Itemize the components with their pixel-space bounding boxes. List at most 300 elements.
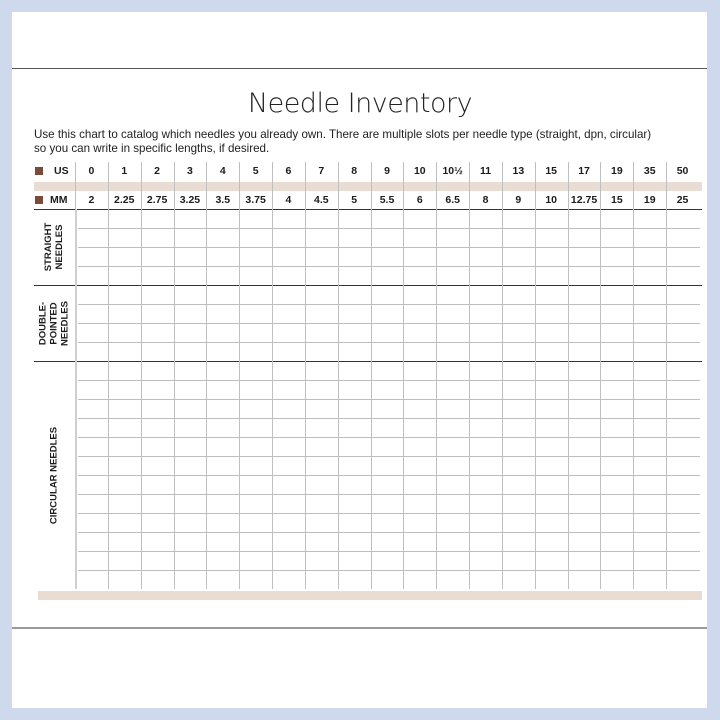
- inventory-cell-dpn[interactable]: [372, 324, 404, 342]
- inventory-cell-dpn[interactable]: [109, 286, 141, 304]
- inventory-cell-circular[interactable]: [207, 552, 239, 570]
- inventory-cell-straight[interactable]: [175, 229, 207, 247]
- inventory-cell-circular[interactable]: [470, 362, 502, 380]
- inventory-cell-dpn[interactable]: [207, 286, 239, 304]
- inventory-cell-circular[interactable]: [503, 476, 535, 494]
- inventory-cell-circular[interactable]: [306, 381, 338, 399]
- inventory-cell-circular[interactable]: [372, 419, 404, 437]
- inventory-cell-circular[interactable]: [437, 533, 469, 551]
- inventory-cell-circular[interactable]: [76, 381, 108, 399]
- inventory-cell-circular[interactable]: [339, 571, 371, 589]
- inventory-cell-dpn[interactable]: [634, 324, 666, 342]
- inventory-cell-dpn[interactable]: [76, 305, 108, 323]
- inventory-cell-circular[interactable]: [536, 438, 568, 456]
- inventory-cell-circular[interactable]: [634, 533, 666, 551]
- inventory-cell-straight[interactable]: [240, 210, 272, 228]
- inventory-cell-circular[interactable]: [339, 381, 371, 399]
- inventory-cell-dpn[interactable]: [207, 343, 239, 361]
- inventory-cell-circular[interactable]: [536, 495, 568, 513]
- inventory-cell-circular[interactable]: [404, 533, 436, 551]
- inventory-cell-circular[interactable]: [372, 457, 404, 475]
- inventory-cell-dpn[interactable]: [306, 324, 338, 342]
- inventory-cell-dpn[interactable]: [273, 286, 305, 304]
- inventory-cell-circular[interactable]: [569, 552, 601, 570]
- inventory-cell-straight[interactable]: [207, 248, 239, 266]
- inventory-cell-dpn[interactable]: [240, 286, 272, 304]
- inventory-cell-straight[interactable]: [372, 210, 404, 228]
- inventory-cell-circular[interactable]: [306, 400, 338, 418]
- inventory-cell-circular[interactable]: [569, 476, 601, 494]
- inventory-cell-circular[interactable]: [372, 514, 404, 532]
- inventory-cell-dpn[interactable]: [76, 324, 108, 342]
- inventory-cell-circular[interactable]: [142, 476, 174, 494]
- inventory-cell-circular[interactable]: [76, 362, 108, 380]
- inventory-cell-dpn[interactable]: [339, 343, 371, 361]
- inventory-cell-circular[interactable]: [536, 362, 568, 380]
- inventory-cell-circular[interactable]: [503, 514, 535, 532]
- inventory-cell-circular[interactable]: [404, 552, 436, 570]
- inventory-cell-circular[interactable]: [109, 476, 141, 494]
- inventory-cell-circular[interactable]: [175, 400, 207, 418]
- inventory-cell-circular[interactable]: [503, 571, 535, 589]
- inventory-cell-dpn[interactable]: [470, 286, 502, 304]
- inventory-cell-circular[interactable]: [536, 571, 568, 589]
- inventory-cell-circular[interactable]: [306, 476, 338, 494]
- inventory-cell-circular[interactable]: [404, 438, 436, 456]
- inventory-cell-circular[interactable]: [273, 381, 305, 399]
- inventory-cell-straight[interactable]: [339, 229, 371, 247]
- inventory-cell-dpn[interactable]: [240, 324, 272, 342]
- inventory-cell-straight[interactable]: [503, 210, 535, 228]
- inventory-cell-circular[interactable]: [667, 438, 699, 456]
- inventory-cell-straight[interactable]: [142, 210, 174, 228]
- inventory-cell-dpn[interactable]: [273, 324, 305, 342]
- inventory-cell-straight[interactable]: [372, 229, 404, 247]
- inventory-cell-dpn[interactable]: [437, 286, 469, 304]
- inventory-cell-circular[interactable]: [207, 571, 239, 589]
- inventory-cell-circular[interactable]: [372, 476, 404, 494]
- inventory-cell-circular[interactable]: [404, 514, 436, 532]
- inventory-cell-straight[interactable]: [536, 229, 568, 247]
- inventory-cell-circular[interactable]: [601, 438, 633, 456]
- inventory-cell-circular[interactable]: [109, 514, 141, 532]
- inventory-cell-circular[interactable]: [404, 571, 436, 589]
- inventory-cell-circular[interactable]: [503, 400, 535, 418]
- inventory-cell-circular[interactable]: [76, 571, 108, 589]
- inventory-cell-circular[interactable]: [175, 571, 207, 589]
- inventory-cell-dpn[interactable]: [470, 305, 502, 323]
- inventory-cell-dpn[interactable]: [437, 305, 469, 323]
- inventory-cell-circular[interactable]: [339, 400, 371, 418]
- inventory-cell-straight[interactable]: [273, 267, 305, 285]
- inventory-cell-straight[interactable]: [569, 210, 601, 228]
- inventory-cell-dpn[interactable]: [569, 305, 601, 323]
- inventory-cell-straight[interactable]: [76, 229, 108, 247]
- inventory-cell-straight[interactable]: [536, 248, 568, 266]
- inventory-cell-circular[interactable]: [470, 495, 502, 513]
- inventory-cell-circular[interactable]: [76, 457, 108, 475]
- inventory-cell-straight[interactable]: [601, 229, 633, 247]
- inventory-cell-circular[interactable]: [601, 514, 633, 532]
- inventory-cell-circular[interactable]: [207, 495, 239, 513]
- inventory-cell-dpn[interactable]: [503, 343, 535, 361]
- inventory-cell-circular[interactable]: [240, 514, 272, 532]
- inventory-cell-circular[interactable]: [569, 400, 601, 418]
- inventory-cell-straight[interactable]: [175, 248, 207, 266]
- inventory-cell-straight[interactable]: [601, 210, 633, 228]
- inventory-cell-straight[interactable]: [339, 248, 371, 266]
- inventory-cell-circular[interactable]: [372, 571, 404, 589]
- inventory-cell-dpn[interactable]: [142, 343, 174, 361]
- inventory-cell-dpn[interactable]: [339, 305, 371, 323]
- inventory-cell-circular[interactable]: [601, 495, 633, 513]
- inventory-cell-circular[interactable]: [536, 552, 568, 570]
- inventory-cell-straight[interactable]: [273, 248, 305, 266]
- inventory-cell-circular[interactable]: [404, 381, 436, 399]
- inventory-cell-circular[interactable]: [372, 552, 404, 570]
- inventory-cell-straight[interactable]: [240, 229, 272, 247]
- inventory-cell-circular[interactable]: [601, 381, 633, 399]
- inventory-cell-circular[interactable]: [76, 552, 108, 570]
- inventory-cell-circular[interactable]: [569, 438, 601, 456]
- inventory-cell-circular[interactable]: [175, 457, 207, 475]
- inventory-cell-circular[interactable]: [667, 476, 699, 494]
- inventory-cell-circular[interactable]: [601, 476, 633, 494]
- inventory-cell-circular[interactable]: [240, 533, 272, 551]
- inventory-cell-circular[interactable]: [207, 457, 239, 475]
- inventory-cell-circular[interactable]: [601, 552, 633, 570]
- inventory-cell-dpn[interactable]: [306, 286, 338, 304]
- inventory-cell-circular[interactable]: [437, 514, 469, 532]
- inventory-cell-straight[interactable]: [667, 267, 699, 285]
- inventory-cell-dpn[interactable]: [175, 324, 207, 342]
- inventory-cell-straight[interactable]: [437, 248, 469, 266]
- inventory-cell-circular[interactable]: [339, 362, 371, 380]
- inventory-cell-dpn[interactable]: [175, 343, 207, 361]
- inventory-cell-circular[interactable]: [142, 495, 174, 513]
- inventory-cell-circular[interactable]: [306, 514, 338, 532]
- inventory-cell-straight[interactable]: [372, 267, 404, 285]
- inventory-cell-circular[interactable]: [437, 476, 469, 494]
- inventory-cell-circular[interactable]: [240, 457, 272, 475]
- inventory-cell-dpn[interactable]: [372, 286, 404, 304]
- inventory-cell-circular[interactable]: [372, 495, 404, 513]
- inventory-cell-dpn[interactable]: [601, 343, 633, 361]
- inventory-cell-straight[interactable]: [306, 229, 338, 247]
- inventory-cell-dpn[interactable]: [175, 286, 207, 304]
- inventory-cell-dpn[interactable]: [372, 343, 404, 361]
- inventory-cell-straight[interactable]: [76, 267, 108, 285]
- inventory-cell-circular[interactable]: [207, 438, 239, 456]
- inventory-cell-circular[interactable]: [470, 514, 502, 532]
- inventory-cell-circular[interactable]: [470, 438, 502, 456]
- inventory-cell-circular[interactable]: [437, 438, 469, 456]
- inventory-cell-dpn[interactable]: [339, 324, 371, 342]
- inventory-cell-dpn[interactable]: [569, 286, 601, 304]
- inventory-cell-straight[interactable]: [273, 210, 305, 228]
- inventory-cell-circular[interactable]: [109, 381, 141, 399]
- inventory-cell-circular[interactable]: [273, 438, 305, 456]
- inventory-cell-dpn[interactable]: [273, 343, 305, 361]
- inventory-cell-straight[interactable]: [339, 210, 371, 228]
- inventory-cell-dpn[interactable]: [667, 305, 699, 323]
- inventory-cell-circular[interactable]: [175, 495, 207, 513]
- inventory-cell-circular[interactable]: [339, 533, 371, 551]
- inventory-cell-circular[interactable]: [306, 533, 338, 551]
- inventory-cell-circular[interactable]: [569, 362, 601, 380]
- inventory-cell-circular[interactable]: [470, 400, 502, 418]
- inventory-cell-straight[interactable]: [175, 267, 207, 285]
- inventory-cell-circular[interactable]: [404, 457, 436, 475]
- inventory-cell-circular[interactable]: [667, 495, 699, 513]
- inventory-cell-circular[interactable]: [470, 476, 502, 494]
- inventory-cell-circular[interactable]: [240, 400, 272, 418]
- inventory-cell-circular[interactable]: [667, 533, 699, 551]
- inventory-cell-circular[interactable]: [76, 514, 108, 532]
- inventory-cell-circular[interactable]: [634, 495, 666, 513]
- inventory-cell-circular[interactable]: [601, 419, 633, 437]
- inventory-cell-straight[interactable]: [569, 267, 601, 285]
- inventory-cell-circular[interactable]: [634, 476, 666, 494]
- inventory-cell-circular[interactable]: [536, 381, 568, 399]
- inventory-cell-straight[interactable]: [109, 210, 141, 228]
- inventory-cell-circular[interactable]: [634, 381, 666, 399]
- inventory-cell-straight[interactable]: [634, 229, 666, 247]
- inventory-cell-circular[interactable]: [109, 419, 141, 437]
- inventory-cell-circular[interactable]: [634, 457, 666, 475]
- inventory-cell-straight[interactable]: [372, 248, 404, 266]
- inventory-cell-dpn[interactable]: [601, 324, 633, 342]
- inventory-cell-circular[interactable]: [273, 552, 305, 570]
- inventory-cell-circular[interactable]: [470, 552, 502, 570]
- inventory-cell-straight[interactable]: [470, 267, 502, 285]
- inventory-cell-straight[interactable]: [536, 267, 568, 285]
- inventory-cell-circular[interactable]: [273, 495, 305, 513]
- inventory-cell-circular[interactable]: [306, 552, 338, 570]
- inventory-cell-straight[interactable]: [207, 267, 239, 285]
- inventory-cell-dpn[interactable]: [569, 324, 601, 342]
- inventory-cell-straight[interactable]: [306, 248, 338, 266]
- inventory-cell-circular[interactable]: [109, 552, 141, 570]
- inventory-cell-circular[interactable]: [569, 457, 601, 475]
- inventory-cell-circular[interactable]: [109, 571, 141, 589]
- inventory-cell-circular[interactable]: [569, 533, 601, 551]
- inventory-cell-straight[interactable]: [339, 267, 371, 285]
- inventory-cell-circular[interactable]: [175, 362, 207, 380]
- inventory-cell-circular[interactable]: [601, 362, 633, 380]
- inventory-cell-circular[interactable]: [404, 476, 436, 494]
- inventory-cell-circular[interactable]: [207, 533, 239, 551]
- inventory-cell-dpn[interactable]: [240, 343, 272, 361]
- inventory-cell-straight[interactable]: [470, 248, 502, 266]
- inventory-cell-straight[interactable]: [306, 210, 338, 228]
- inventory-cell-straight[interactable]: [601, 248, 633, 266]
- inventory-cell-circular[interactable]: [76, 400, 108, 418]
- inventory-cell-circular[interactable]: [601, 400, 633, 418]
- inventory-cell-circular[interactable]: [142, 438, 174, 456]
- inventory-cell-circular[interactable]: [372, 381, 404, 399]
- inventory-cell-dpn[interactable]: [306, 305, 338, 323]
- inventory-cell-circular[interactable]: [175, 533, 207, 551]
- inventory-cell-circular[interactable]: [109, 533, 141, 551]
- inventory-cell-straight[interactable]: [503, 267, 535, 285]
- inventory-cell-circular[interactable]: [667, 457, 699, 475]
- inventory-cell-circular[interactable]: [175, 552, 207, 570]
- inventory-cell-dpn[interactable]: [536, 343, 568, 361]
- inventory-cell-circular[interactable]: [175, 514, 207, 532]
- inventory-cell-circular[interactable]: [207, 514, 239, 532]
- inventory-cell-straight[interactable]: [634, 267, 666, 285]
- inventory-cell-dpn[interactable]: [601, 286, 633, 304]
- inventory-cell-circular[interactable]: [372, 438, 404, 456]
- inventory-cell-dpn[interactable]: [536, 305, 568, 323]
- inventory-cell-straight[interactable]: [470, 210, 502, 228]
- inventory-cell-dpn[interactable]: [372, 305, 404, 323]
- inventory-cell-circular[interactable]: [273, 476, 305, 494]
- inventory-cell-straight[interactable]: [207, 229, 239, 247]
- inventory-cell-dpn[interactable]: [109, 305, 141, 323]
- inventory-cell-dpn[interactable]: [667, 324, 699, 342]
- inventory-cell-dpn[interactable]: [437, 324, 469, 342]
- inventory-cell-circular[interactable]: [273, 571, 305, 589]
- inventory-cell-dpn[interactable]: [142, 324, 174, 342]
- inventory-cell-dpn[interactable]: [207, 324, 239, 342]
- inventory-cell-dpn[interactable]: [634, 286, 666, 304]
- inventory-cell-straight[interactable]: [667, 210, 699, 228]
- inventory-cell-circular[interactable]: [437, 419, 469, 437]
- inventory-cell-dpn[interactable]: [470, 343, 502, 361]
- inventory-cell-circular[interactable]: [339, 438, 371, 456]
- inventory-cell-dpn[interactable]: [207, 305, 239, 323]
- inventory-cell-circular[interactable]: [339, 476, 371, 494]
- inventory-cell-straight[interactable]: [404, 267, 436, 285]
- inventory-cell-circular[interactable]: [142, 400, 174, 418]
- inventory-cell-circular[interactable]: [76, 495, 108, 513]
- inventory-cell-circular[interactable]: [306, 362, 338, 380]
- inventory-cell-circular[interactable]: [142, 457, 174, 475]
- inventory-cell-dpn[interactable]: [109, 324, 141, 342]
- inventory-cell-circular[interactable]: [76, 419, 108, 437]
- inventory-cell-straight[interactable]: [634, 210, 666, 228]
- inventory-cell-dpn[interactable]: [667, 343, 699, 361]
- inventory-cell-circular[interactable]: [569, 571, 601, 589]
- inventory-cell-circular[interactable]: [470, 381, 502, 399]
- inventory-cell-dpn[interactable]: [76, 343, 108, 361]
- inventory-cell-circular[interactable]: [240, 381, 272, 399]
- inventory-cell-dpn[interactable]: [109, 343, 141, 361]
- inventory-cell-circular[interactable]: [339, 514, 371, 532]
- inventory-cell-dpn[interactable]: [667, 286, 699, 304]
- inventory-cell-circular[interactable]: [667, 381, 699, 399]
- inventory-cell-circular[interactable]: [142, 362, 174, 380]
- inventory-cell-straight[interactable]: [240, 248, 272, 266]
- inventory-cell-circular[interactable]: [142, 533, 174, 551]
- inventory-cell-circular[interactable]: [569, 514, 601, 532]
- inventory-cell-circular[interactable]: [569, 419, 601, 437]
- inventory-cell-straight[interactable]: [142, 267, 174, 285]
- inventory-cell-circular[interactable]: [667, 419, 699, 437]
- inventory-cell-circular[interactable]: [404, 419, 436, 437]
- inventory-cell-circular[interactable]: [634, 362, 666, 380]
- inventory-cell-circular[interactable]: [634, 419, 666, 437]
- inventory-cell-circular[interactable]: [503, 533, 535, 551]
- inventory-cell-straight[interactable]: [109, 267, 141, 285]
- inventory-cell-straight[interactable]: [667, 248, 699, 266]
- inventory-cell-circular[interactable]: [569, 495, 601, 513]
- inventory-cell-circular[interactable]: [240, 419, 272, 437]
- inventory-cell-circular[interactable]: [339, 552, 371, 570]
- inventory-cell-circular[interactable]: [667, 571, 699, 589]
- inventory-cell-circular[interactable]: [109, 438, 141, 456]
- inventory-cell-circular[interactable]: [339, 419, 371, 437]
- inventory-cell-circular[interactable]: [470, 533, 502, 551]
- inventory-cell-dpn[interactable]: [569, 343, 601, 361]
- inventory-cell-circular[interactable]: [372, 400, 404, 418]
- inventory-cell-circular[interactable]: [273, 419, 305, 437]
- inventory-cell-circular[interactable]: [240, 552, 272, 570]
- inventory-cell-circular[interactable]: [437, 362, 469, 380]
- inventory-cell-circular[interactable]: [503, 438, 535, 456]
- inventory-cell-straight[interactable]: [667, 229, 699, 247]
- inventory-cell-dpn[interactable]: [76, 286, 108, 304]
- inventory-cell-dpn[interactable]: [142, 305, 174, 323]
- inventory-cell-circular[interactable]: [175, 476, 207, 494]
- inventory-cell-circular[interactable]: [273, 362, 305, 380]
- inventory-cell-circular[interactable]: [207, 476, 239, 494]
- inventory-cell-circular[interactable]: [667, 400, 699, 418]
- inventory-cell-circular[interactable]: [503, 381, 535, 399]
- inventory-cell-circular[interactable]: [207, 362, 239, 380]
- inventory-cell-circular[interactable]: [339, 457, 371, 475]
- inventory-cell-circular[interactable]: [634, 571, 666, 589]
- inventory-cell-dpn[interactable]: [503, 305, 535, 323]
- inventory-cell-straight[interactable]: [76, 210, 108, 228]
- inventory-cell-circular[interactable]: [601, 457, 633, 475]
- inventory-cell-straight[interactable]: [437, 210, 469, 228]
- inventory-cell-dpn[interactable]: [503, 286, 535, 304]
- inventory-cell-circular[interactable]: [536, 400, 568, 418]
- inventory-cell-dpn[interactable]: [536, 324, 568, 342]
- inventory-cell-circular[interactable]: [569, 381, 601, 399]
- inventory-cell-circular[interactable]: [437, 495, 469, 513]
- inventory-cell-circular[interactable]: [634, 400, 666, 418]
- inventory-cell-straight[interactable]: [109, 248, 141, 266]
- inventory-cell-straight[interactable]: [437, 229, 469, 247]
- inventory-cell-circular[interactable]: [273, 533, 305, 551]
- inventory-cell-circular[interactable]: [273, 514, 305, 532]
- inventory-cell-straight[interactable]: [306, 267, 338, 285]
- inventory-cell-dpn[interactable]: [142, 286, 174, 304]
- inventory-cell-circular[interactable]: [306, 495, 338, 513]
- inventory-cell-straight[interactable]: [404, 248, 436, 266]
- inventory-cell-circular[interactable]: [470, 419, 502, 437]
- inventory-cell-circular[interactable]: [372, 362, 404, 380]
- inventory-cell-dpn[interactable]: [339, 286, 371, 304]
- inventory-cell-circular[interactable]: [207, 400, 239, 418]
- inventory-cell-circular[interactable]: [536, 419, 568, 437]
- inventory-cell-straight[interactable]: [503, 229, 535, 247]
- inventory-cell-dpn[interactable]: [503, 324, 535, 342]
- inventory-cell-circular[interactable]: [667, 552, 699, 570]
- inventory-cell-circular[interactable]: [503, 495, 535, 513]
- inventory-cell-straight[interactable]: [109, 229, 141, 247]
- inventory-cell-circular[interactable]: [437, 381, 469, 399]
- inventory-cell-straight[interactable]: [207, 210, 239, 228]
- inventory-cell-circular[interactable]: [372, 533, 404, 551]
- inventory-cell-dpn[interactable]: [536, 286, 568, 304]
- inventory-cell-straight[interactable]: [470, 229, 502, 247]
- inventory-cell-straight[interactable]: [404, 210, 436, 228]
